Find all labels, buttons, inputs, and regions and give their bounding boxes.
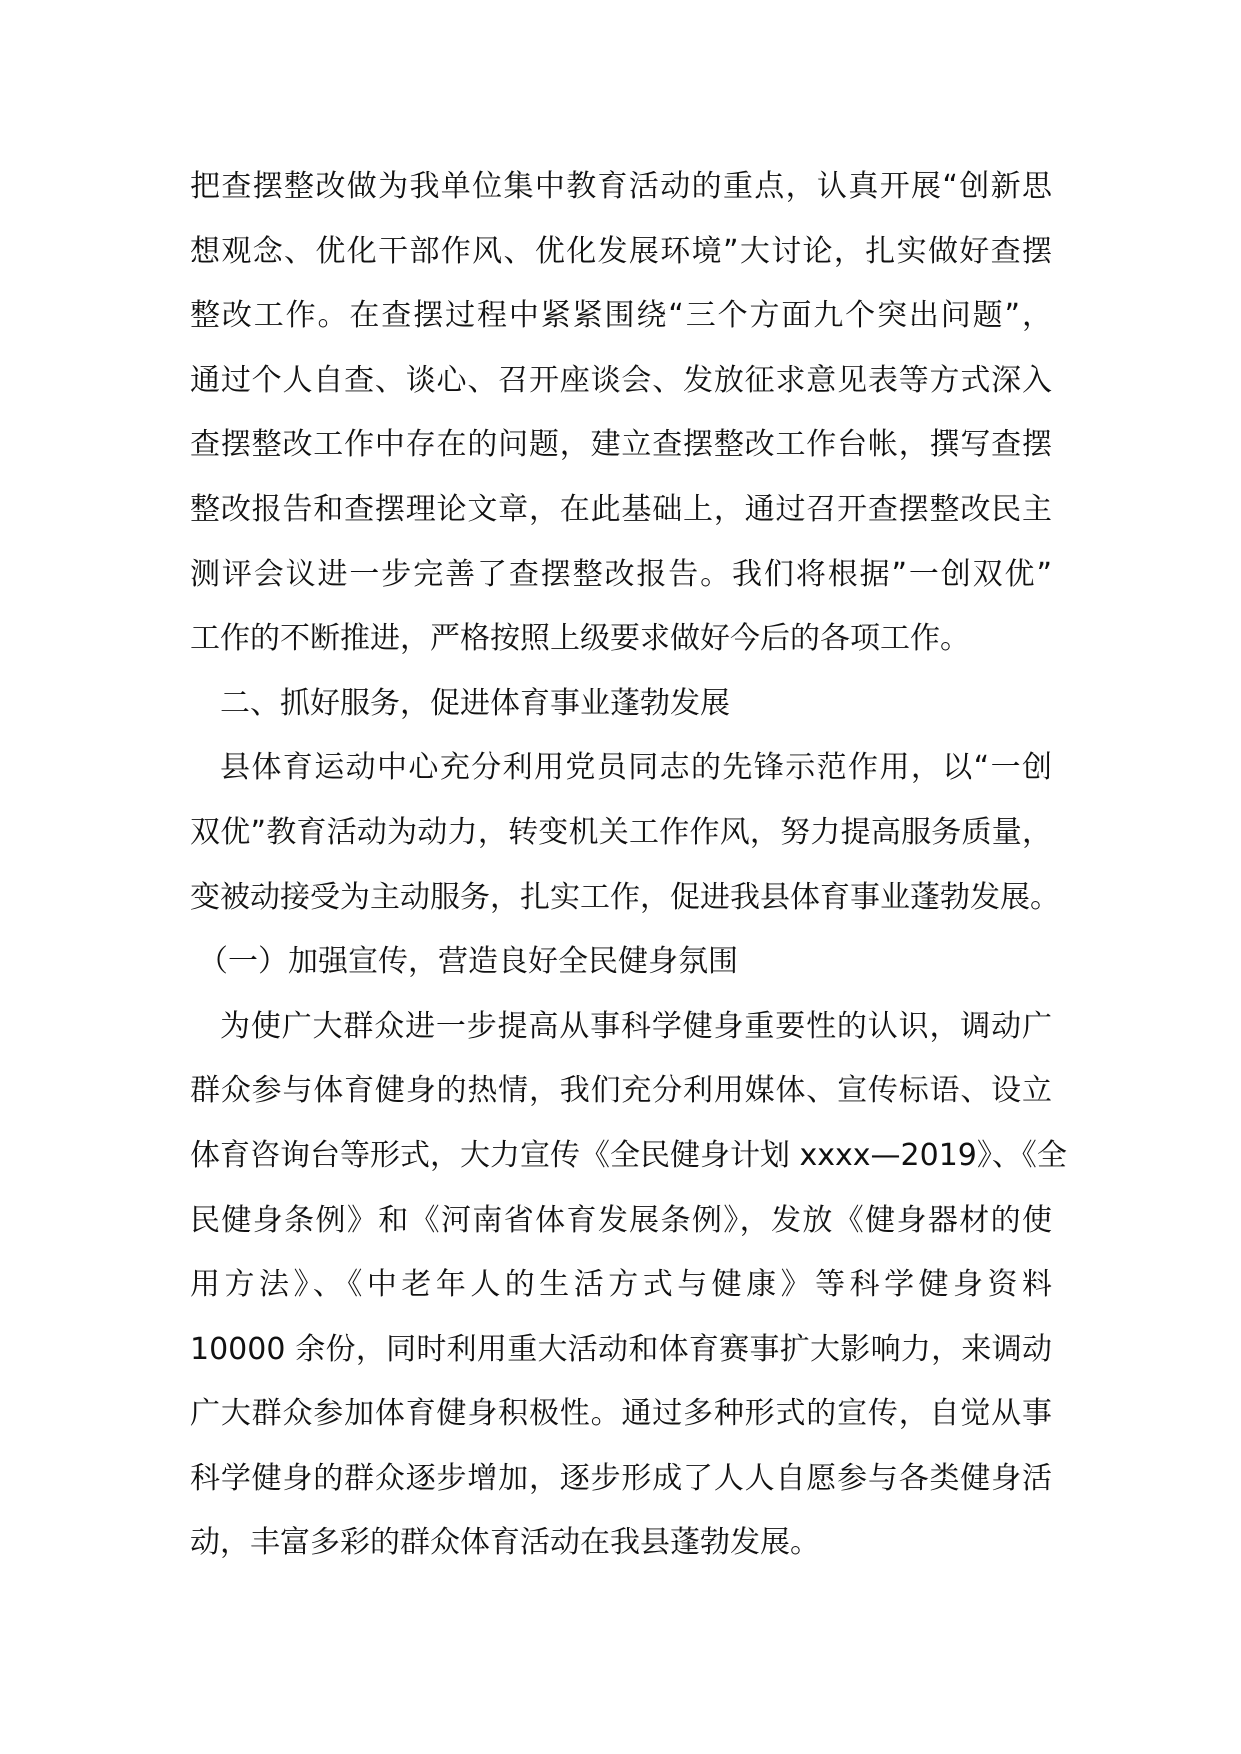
subsection-heading-1: （一）加强宣传，营造良好全民健身氛围 [198,944,738,980]
text-line: 整改报告和查摆理论文章，在此基础上，通过召开查摆整改民主 [190,491,1052,527]
text-line: 变被动接受为主动服务，扎实工作，促进我县体育事业蓬勃发展。 [190,879,1060,915]
text-line: 县体育运动中心充分利用党员同志的先锋示范作用，以“一创 [220,750,1052,786]
text-line: 用方法》、《中老年人的生活方式与健康》等科学健身资料 [190,1267,1052,1303]
text-line: 民健身条例》和《河南省体育发展条例》，发放《健身器材的使 [190,1202,1052,1238]
paragraph-3 [190,995,1067,1576]
text-line: 为使广大群众进一步提高从事科学健身重要性的认识，调动广 [220,1008,1052,1044]
text-line: 通过个人自查、谈心、召开座谈会、发放征求意见表等方式深入 [190,362,1052,398]
text-line: 动，丰富多彩的群众体育活动在我县蓬勃发展。 [190,1525,820,1561]
text-line: 群众参与体育健身的热情，我们充分利用媒体、宣传标语、设立 [190,1073,1052,1109]
text-line: 想观念、优化干部作风、优化发展环境”大讨论，扎实做好查摆 [190,233,1052,269]
text-line: 体育咨询台等形式，大力宣传《全民健身计划 xxxx—2019》、《全 [190,1137,1067,1173]
paragraph-1 [190,155,1052,672]
text-line: 10000 余份，同时利用重大活动和体育赛事扩大影响力，来调动 [190,1331,1052,1367]
text-line: 测评会议进一步完善了查摆整改报告。我们将根据”一创双优” [190,556,1052,592]
text-line: 工作的不断推进，严格按照上级要求做好今后的各项工作。 [190,621,970,657]
paragraph-2 [190,736,1060,930]
document-body [190,155,1067,1576]
text-line: 查摆整改工作中存在的问题，建立查摆整改工作台帐，撰写查摆 [190,427,1052,463]
text-line: 科学健身的群众逐步增加，逐步形成了人人自愿参与各类健身活 [190,1460,1052,1496]
text-line: 广大群众参加体育健身积极性。通过多种形式的宣传，自觉从事 [190,1396,1052,1432]
section-heading-2: 二、抓好服务，促进体育事业蓬勃发展 [220,685,730,721]
text-line: 整改工作。在查摆过程中紧紧围绕“三个方面九个突出问题”， [190,298,1052,334]
text-line: 把查摆整改做为我单位集中教育活动的重点，认真开展“创新思 [190,169,1052,204]
text-line: 双优”教育活动为动力，转变机关工作作风，努力提高服务质量， [190,814,1052,850]
